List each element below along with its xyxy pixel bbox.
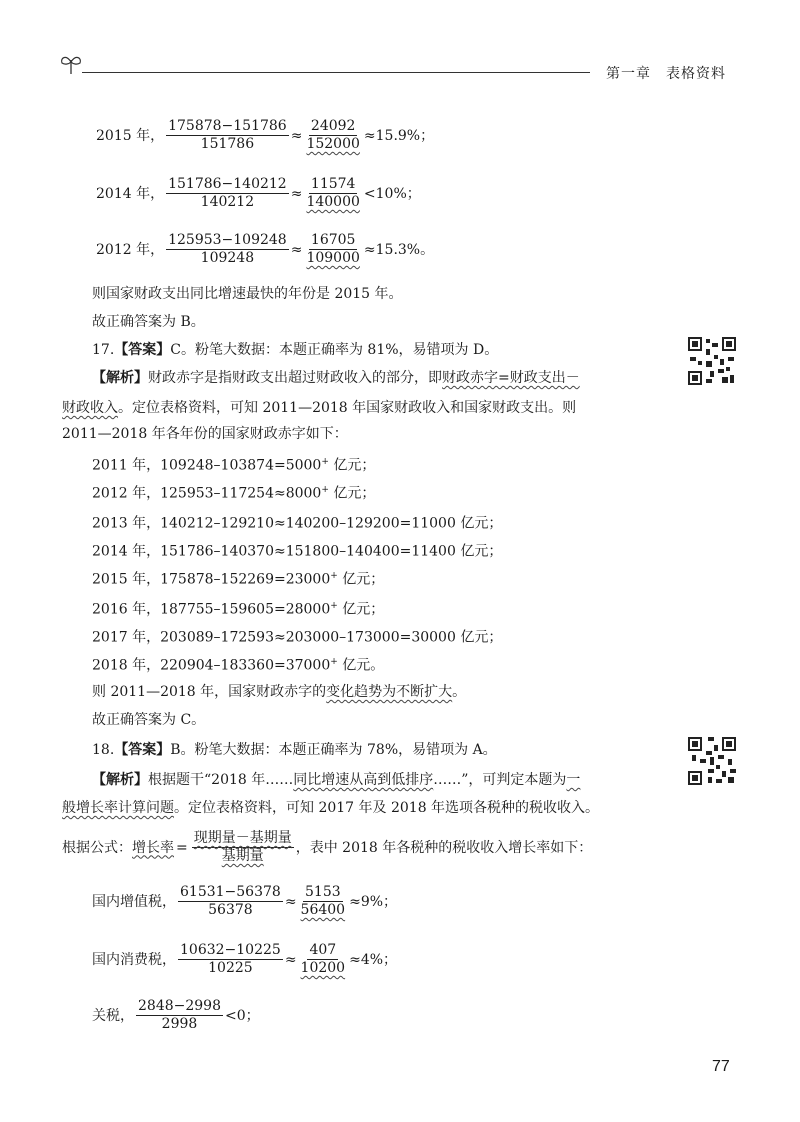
result: <0； — [225, 1007, 260, 1024]
answer-tag: 【答案】 — [114, 342, 171, 358]
key-phrase: 同比增速从高到低排序 — [293, 772, 434, 788]
fraction-denominator: 151786 — [200, 136, 255, 152]
fraction-numerator: 10632−10225 — [180, 942, 281, 958]
fraction-numerator: 2848−2998 — [138, 998, 221, 1014]
fraction-numerator: 5153 — [305, 884, 341, 900]
fraction-denominator: 10225 — [208, 960, 253, 976]
unit: 亿元； — [328, 485, 376, 502]
year-label: 2013 年， — [92, 515, 161, 532]
answer-tag: 【答案】 — [114, 742, 171, 758]
deficit-row — [92, 566, 384, 590]
approx-sign: ≈ — [284, 893, 297, 910]
result: ≈4%； — [349, 951, 398, 968]
page-number: 77 — [712, 1058, 730, 1075]
unit: 亿元。 — [337, 657, 385, 674]
analysis-text: 。定位表格资料，可知 2011—2018 年国家财政收入和国家财政支出。则 — [118, 400, 577, 416]
fraction-denominator: 基期量 — [221, 848, 264, 864]
superscript-plus: + — [330, 601, 338, 611]
fraction-denominator: 140212 — [200, 194, 255, 210]
year-label: 2015 年， — [96, 127, 165, 144]
q17-answer-line — [92, 340, 498, 360]
fraction-numerator: 24092 — [310, 118, 356, 134]
fraction-numerator: 16705 — [310, 232, 356, 248]
fraction-denominator: 140000 — [306, 194, 360, 210]
year-label: 2012 年， — [92, 485, 161, 502]
deficit-row — [92, 480, 375, 504]
qr-code-icon[interactable] — [686, 735, 738, 787]
year-label: 2015 年， — [92, 571, 161, 588]
superscript-plus: + — [321, 457, 329, 467]
calc-consumption — [92, 942, 397, 977]
conclusion-text: 则国家财政支出同比增速最快的年份是 2015 年。 — [92, 286, 403, 302]
leaf-icon — [58, 52, 84, 76]
superscript-plus: + — [330, 571, 338, 581]
year-label: 2014 年， — [96, 185, 165, 202]
q17-analysis-line-1 — [92, 368, 580, 388]
fraction-numerator: 现期量－基期量 — [193, 830, 292, 846]
fraction-numerator: 175878−151786 — [168, 118, 287, 134]
calc-vat — [92, 884, 397, 919]
deficit-expression: 151786–140370≈151800–140400=11400 — [160, 543, 456, 560]
fraction-denominator: 56400 — [300, 902, 346, 918]
fraction-denominator: 10200 — [300, 960, 346, 976]
unit: 亿元； — [337, 601, 385, 618]
year-label: 2016 年， — [92, 601, 161, 618]
q17-final-answer: 故正确答案为 C。 — [92, 712, 206, 728]
calc-2014 — [96, 176, 421, 211]
result: ≈15.3%。 — [363, 241, 435, 258]
superscript-plus: + — [321, 485, 329, 495]
result: <10%； — [363, 185, 421, 202]
deficit-expression: 187755–159605=28000 — [160, 601, 331, 618]
q17-analysis-line-2 — [62, 398, 576, 418]
year-label: 2012 年， — [96, 241, 165, 258]
year-label: 2018 年， — [92, 657, 161, 674]
year-label: 2011 年， — [92, 457, 161, 474]
fraction-numerator: 11574 — [310, 176, 356, 192]
year-label: 2017 年， — [92, 629, 161, 646]
tax-label: 国内增值税， — [92, 893, 176, 910]
tax-label: 关税， — [92, 1007, 134, 1024]
tax-label: 国内消费税， — [92, 951, 176, 968]
unit: 亿元； — [455, 515, 503, 532]
growth-formula — [62, 830, 592, 865]
key-phrase: 变化趋势为不断扩大 — [326, 684, 453, 700]
deficit-row — [92, 652, 384, 676]
deficit-expression: 109248–103874=5000 — [160, 457, 322, 474]
fraction-denominator: 109248 — [200, 250, 255, 266]
equals-sign: = — [176, 839, 188, 856]
qr-code-icon[interactable] — [686, 335, 738, 387]
q17-analysis-line-3: 2011—2018 年各年份的国家财政赤字如下： — [62, 426, 348, 442]
fraction-denominator: 152000 — [306, 136, 360, 152]
deficit-row — [92, 510, 502, 534]
key-formula: 财政赤字=财政支出－ — [442, 370, 580, 386]
key-formula: 财政收入 — [62, 400, 118, 416]
fraction-numerator: 407 — [309, 942, 337, 958]
analysis-text: 根据题干“2018 年…… — [148, 772, 294, 788]
answer-detail: B。粉笔大数据：本题正确率为 78%，易错项为 A。 — [170, 742, 497, 758]
deficit-row — [92, 538, 502, 562]
analysis-text: 。定位表格资料，可知 2017 年及 2018 年选项各税种的税收收入。 — [174, 800, 600, 816]
formula-lhs: 增长率 — [132, 839, 174, 856]
deficit-expression: 220904–183360=37000 — [160, 657, 331, 674]
unit: 亿元； — [455, 543, 503, 560]
unit: 亿元； — [455, 629, 503, 646]
fraction-numerator: 151786−140212 — [168, 176, 287, 192]
calc-2015 — [96, 118, 434, 153]
header-rule — [82, 72, 590, 73]
fraction-numerator: 125953−109248 — [168, 232, 287, 248]
result: ≈15.9%； — [363, 127, 435, 144]
approx-sign: ≈ — [290, 241, 303, 258]
conclusion-text: 。 — [452, 684, 467, 700]
superscript-plus: + — [330, 657, 338, 667]
calc-tariff — [92, 998, 260, 1033]
answer-detail: C。粉笔大数据：本题正确率为 81%，易错项为 D。 — [170, 342, 499, 358]
deficit-expression: 175878–152269=23000 — [160, 571, 331, 588]
fraction-denominator: 56378 — [208, 902, 253, 918]
fraction-denominator: 2998 — [161, 1016, 198, 1032]
approx-sign: ≈ — [290, 127, 303, 144]
q18-answer-line — [92, 740, 497, 760]
question-number: 18. — [92, 742, 115, 758]
question-number: 17. — [92, 342, 115, 358]
calc-2012 — [96, 232, 434, 267]
answer-text: 故正确答案为 B。 — [92, 314, 205, 330]
unit: 亿元； — [337, 571, 385, 588]
formula-rest: ，表中 2018 年各税种的税收收入增长率如下： — [295, 839, 593, 856]
deficit-row — [92, 452, 375, 476]
analysis-tag: 【解析】 — [92, 772, 148, 788]
unit: 亿元； — [328, 457, 376, 474]
fraction-denominator: 109000 — [306, 250, 360, 266]
result: ≈9%； — [349, 893, 398, 910]
conclusion-text: 则 2011—2018 年，国家财政赤字的 — [92, 684, 327, 700]
year-label: 2014 年， — [92, 543, 161, 560]
deficit-expression: 140212–129210≈140200–129200=11000 — [160, 515, 456, 532]
key-phrase: 一 — [566, 772, 581, 788]
q18-analysis-line-1 — [92, 770, 580, 790]
deficit-expression: 203089–172593≈203000–173000=30000 — [160, 629, 456, 646]
analysis-text: 财政赤字是指财政支出超过财政收入的部分，即 — [148, 370, 442, 386]
analysis-text: ……”，可判定本题为 — [433, 772, 567, 788]
approx-sign: ≈ — [290, 185, 303, 202]
approx-sign: ≈ — [284, 951, 297, 968]
deficit-expression: 125953–117254≈8000 — [160, 485, 322, 502]
chapter-title: 第一章 表格资料 — [606, 66, 726, 82]
q17-conclusion — [92, 682, 466, 702]
key-phrase: 般增长率计算问题 — [62, 800, 174, 816]
formula-label: 根据公式： — [62, 839, 132, 856]
q18-analysis-line-2 — [62, 798, 599, 818]
deficit-row — [92, 596, 384, 620]
fraction-numerator: 61531−56378 — [180, 884, 281, 900]
deficit-row — [92, 624, 502, 648]
analysis-tag: 【解析】 — [92, 370, 148, 386]
